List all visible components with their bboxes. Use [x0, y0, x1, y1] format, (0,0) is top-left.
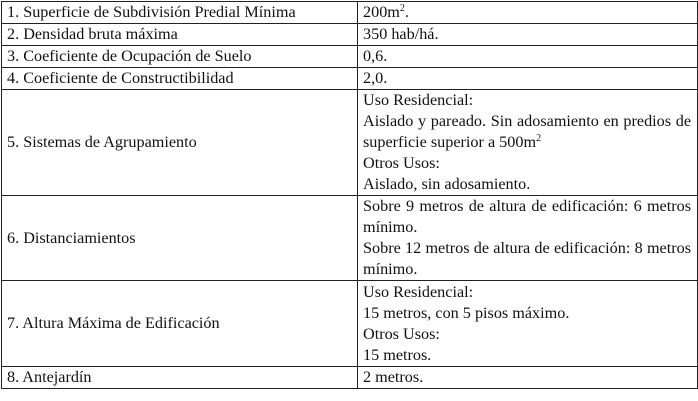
row-value: [358, 196, 698, 281]
row-value: 0,6.: [358, 46, 698, 68]
superscript: 2: [399, 3, 405, 14]
superscript: 2: [536, 133, 542, 144]
table-row: [2, 281, 698, 367]
value-line: Sobre 12 metros de altura de edificación: 8 metros mínimo.: [363, 239, 691, 278]
row-value: 2 metros.: [358, 367, 698, 389]
row-value: 2,0.: [358, 68, 698, 90]
row-label: 5. Sistemas de Agrupamiento: [2, 90, 358, 196]
row-label: 4. Coeficiente de Constructibilidad: [2, 68, 358, 90]
table-row: [2, 2, 698, 24]
value-line: 15 metros, con 5 pisos máximo.: [363, 303, 570, 322]
value-tail: .: [404, 3, 409, 21]
row-label: 7. Altura Máxima de Edificación: [2, 281, 358, 367]
table-row: [2, 24, 698, 46]
value-line: Otros Usos:: [363, 154, 440, 172]
table-row: [2, 46, 698, 68]
table-row: [2, 196, 698, 281]
table-row: [2, 90, 698, 196]
row-label: 3. Coeficiente de Ocupación de Suelo: [2, 46, 358, 68]
value-line: Otros Usos:: [363, 324, 440, 343]
regulations-table: [1, 1, 698, 389]
row-label: 2. Densidad bruta máxima: [2, 24, 358, 46]
value-line: Aislado, sin adosamiento.: [363, 175, 531, 193]
value-text: Aislado y pareado. Sin adosamiento en predios de superficie superior a 500m: [363, 112, 691, 151]
value-line: Uso Residencial:: [363, 282, 474, 301]
row-value: [358, 2, 698, 24]
regulations-table-wrapper: [1, 1, 698, 389]
row-label: 8. Antejardín: [2, 367, 358, 389]
row-label: 6. Distanciamientos: [2, 196, 358, 281]
value-line: Uso Residencial:: [363, 91, 474, 109]
table-row: [2, 367, 698, 389]
row-label: 1. Superficie de Subdivisión Predial Mínima: [2, 2, 358, 24]
value-line: 15 metros.: [363, 345, 432, 364]
row-value: [358, 281, 698, 367]
row-value: 350 hab/há.: [358, 24, 698, 46]
value-text: 200m: [363, 3, 400, 21]
table-row: [2, 68, 698, 90]
value-line: [363, 111, 691, 153]
row-value: [358, 90, 698, 196]
value-line: Sobre 9 metros de altura de edificación: 6 metros mínimo.: [363, 197, 691, 236]
